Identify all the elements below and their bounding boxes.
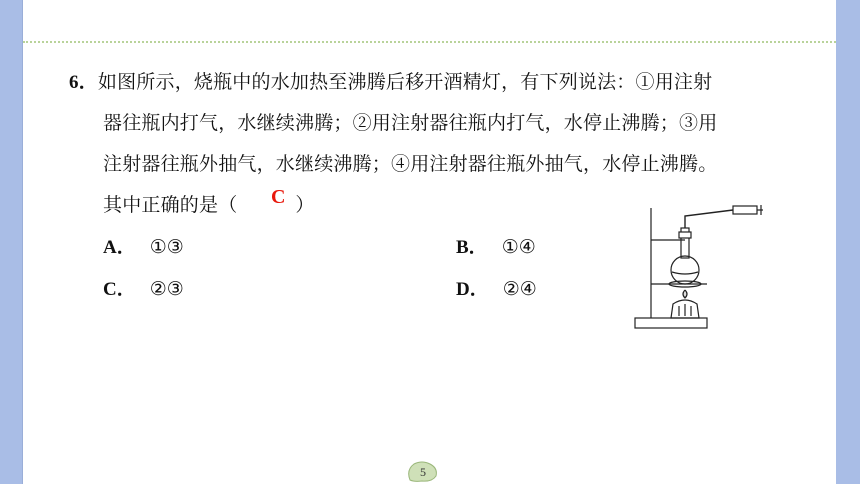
- stopper: [679, 232, 691, 238]
- option-d-label: D．: [456, 279, 489, 300]
- option-c-text: ②③: [149, 278, 184, 300]
- question-line-2: 器往瓶内打气，水继续沸腾；②用注射器往瓶内打气，水停止沸腾；③用: [103, 112, 718, 134]
- answer-mark: C: [271, 186, 286, 208]
- water-surface: [672, 272, 698, 274]
- option-d-text: ②④: [502, 278, 537, 300]
- option-c-label: C．: [103, 279, 136, 300]
- connecting-tube: [685, 210, 733, 228]
- question-text-1: 如图所示，烧瓶中的水加热至沸腾后移开酒精灯，有下列说法：①用注射: [97, 71, 713, 93]
- flame: [683, 290, 687, 298]
- option-d[interactable]: [456, 274, 537, 301]
- question-prompt: 其中正确的是（: [103, 194, 238, 216]
- right-frame-bar: [835, 0, 860, 484]
- option-a-label: A．: [103, 237, 136, 258]
- question-line-3: 注射器往瓶外抽气，水继续沸腾；④用注射器往瓶外抽气，水停止沸腾。: [103, 153, 718, 175]
- flask-syringe-apparatus-figure: [633, 198, 763, 330]
- syringe-barrel: [733, 206, 757, 214]
- slide-canvas: [23, 0, 836, 484]
- left-frame-bar: [0, 0, 23, 484]
- question-number: 6．: [69, 72, 98, 93]
- option-c[interactable]: [103, 274, 184, 301]
- closing-paren: ）: [295, 194, 315, 216]
- question-line-1: [69, 67, 712, 94]
- page-number: 5: [420, 465, 426, 479]
- option-b-label: B．: [456, 237, 488, 258]
- flask-body: [671, 256, 699, 284]
- option-b-text: ①④: [501, 236, 536, 258]
- header-divider: [23, 41, 836, 43]
- option-a[interactable]: [103, 232, 184, 259]
- option-a-text: ①③: [149, 236, 184, 258]
- stand-base: [635, 318, 707, 328]
- option-b[interactable]: [456, 232, 536, 259]
